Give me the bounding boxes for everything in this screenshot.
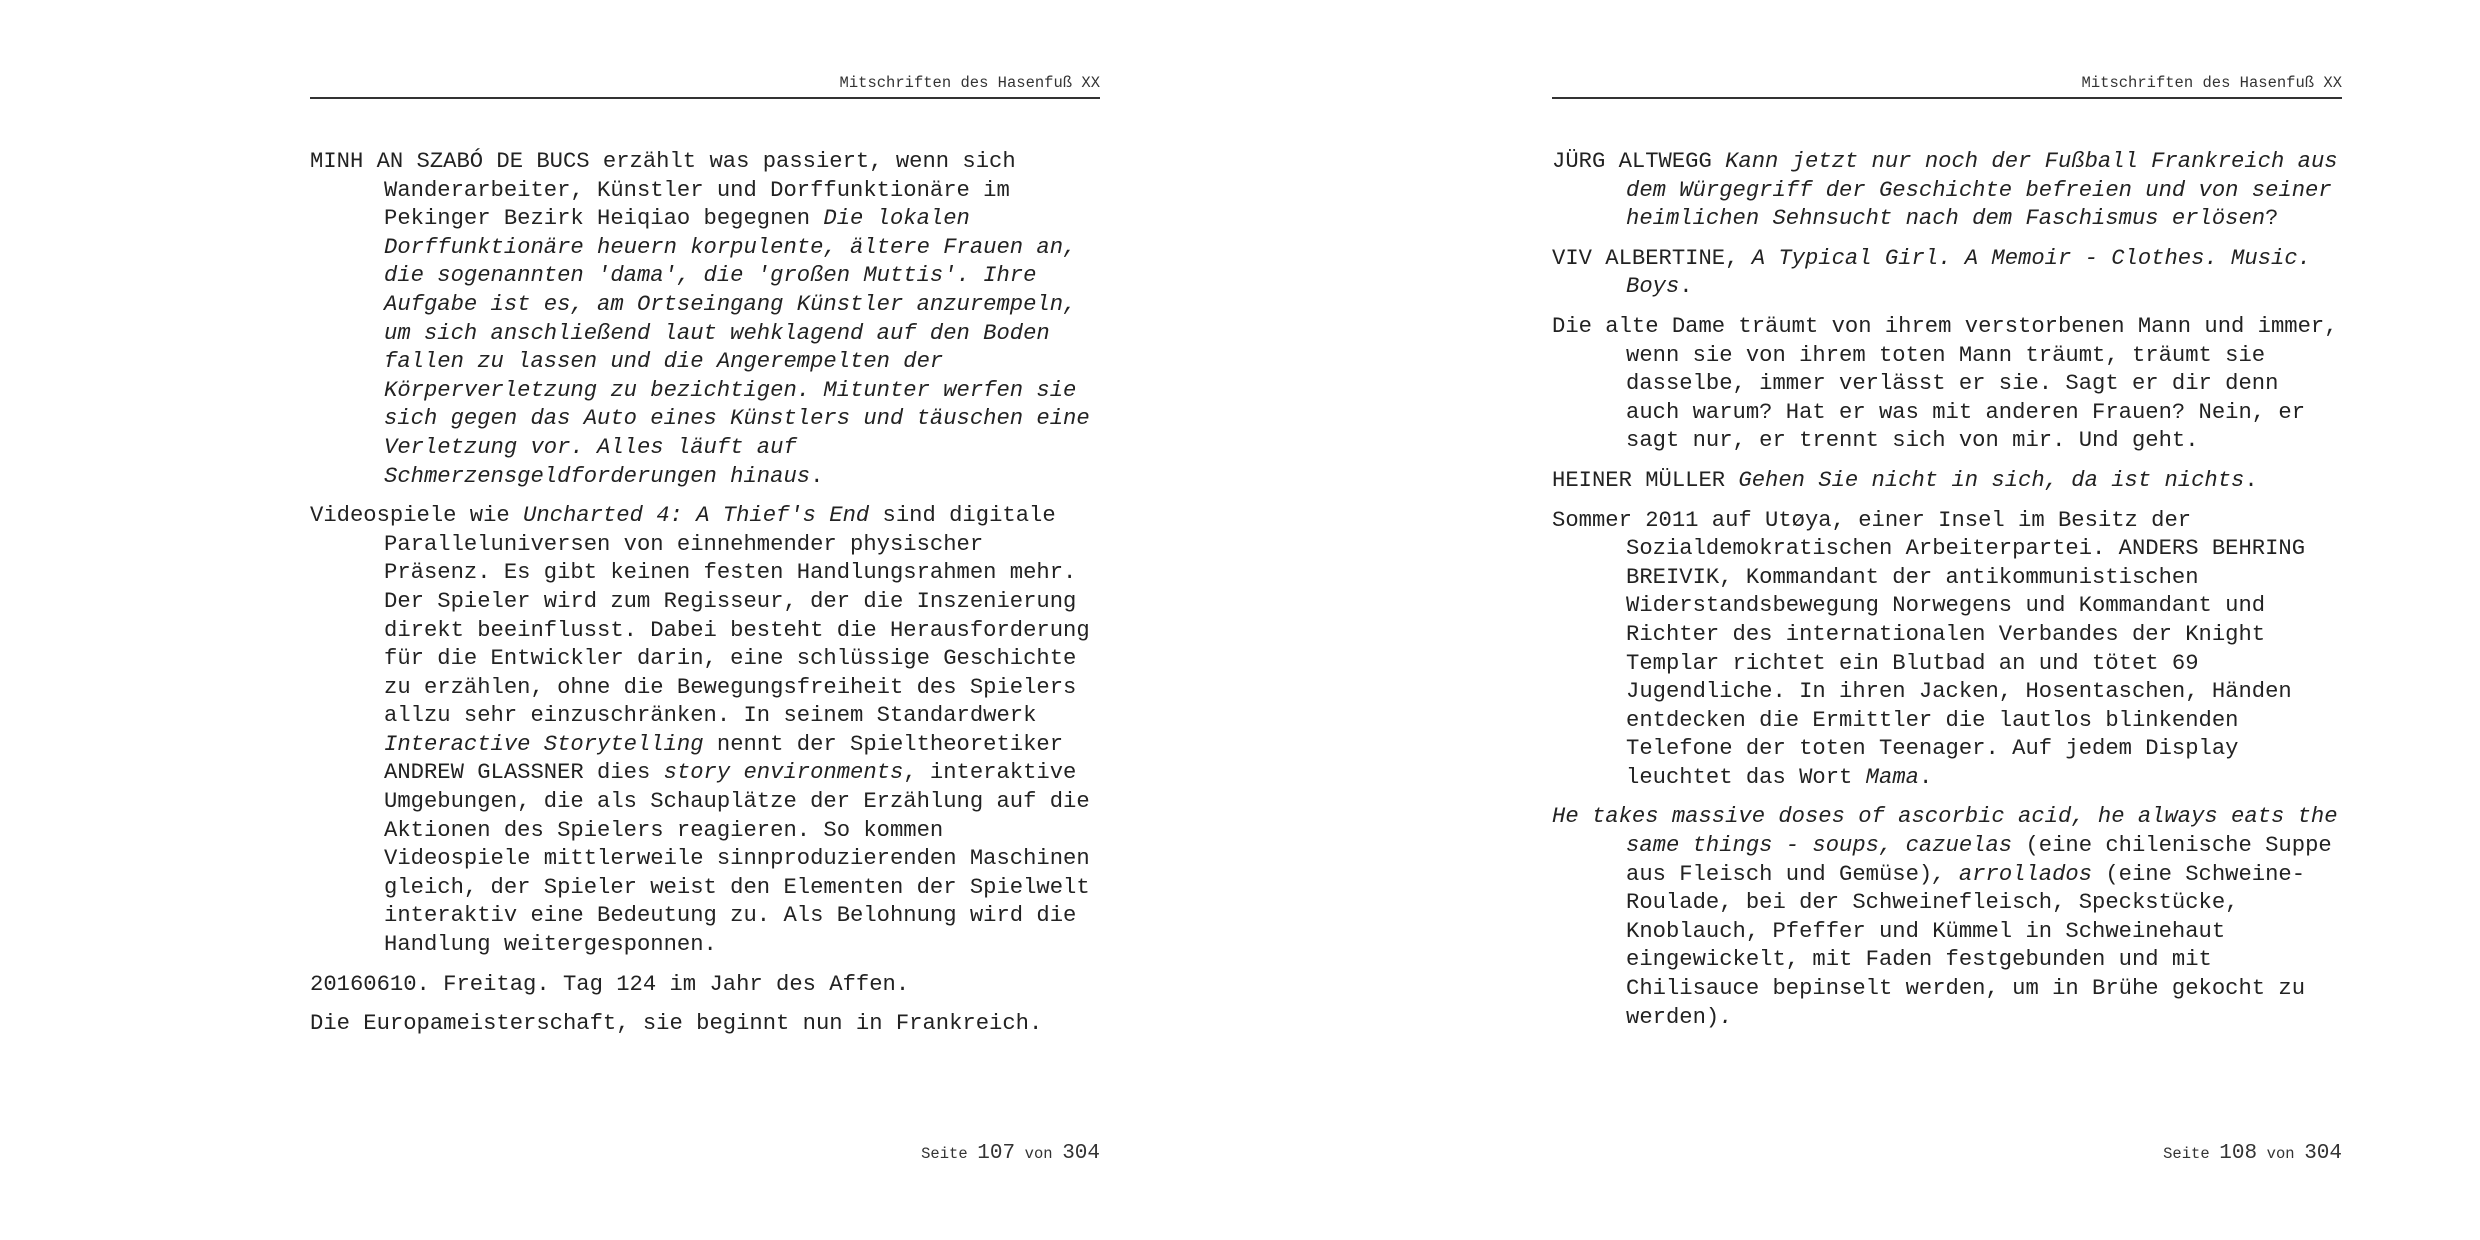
italic-text-run: Interactive Storytelling	[384, 731, 704, 757]
text-run: .	[1679, 274, 1693, 300]
running-head: Mitschriften des Hasenfuß XX	[839, 74, 1100, 92]
footer-von: von	[1024, 1145, 1053, 1163]
page-number: 108	[2219, 1142, 2258, 1165]
page-footer	[310, 1142, 1100, 1165]
italic-text-run: Die lokalen Dorffunktionäre heuern korpulente, ältere Frauen an, die sogenannten 'dama', die 'großen Muttis'. Ihre Aufgabe ist es, am Ortseingang Künstler anzurempeln, um sich anschließend laut wehklagend auf den Boden fallen zu lassen und die Angerempelten der Körperverletzung zu bezichtigen. Mitunter werfen sie sich gegen das Auto eines Künstlers und täuschen eine Verletzung vor. Alles läuft auf Schmerzensgeldforderungen hinaus	[384, 206, 1090, 489]
text-run: (eine Schweine-Roulade, bei der Schweinefleisch, Speckstücke, Knoblauch, Pfeffer und Kümmel in Schweinehaut eingewickelt, mit Faden festgebunden und mit Chilisauce bepinselt werden, um in Brühe gekocht zu werden)	[1626, 861, 2306, 1030]
text-run: (eine chilenische Suppe aus Fleisch und Gemüse)	[1626, 833, 2332, 887]
header-rule	[1552, 97, 2342, 99]
text-run: MINH AN SZABÓ DE BUCS erzählt was passiert, wenn sich Wanderarbeiter, Künstler und Dorffunktionäre im Pekinger Bezirk Heiqiao begegnen	[310, 149, 1016, 232]
page-number: 107	[977, 1142, 1016, 1165]
text-run: JÜRG ALTWEGG	[1552, 149, 1726, 174]
italic-text-run: Kann jetzt nur noch der Fußball Frankreich aus dem Würgegriff der Geschichte befreien und von seiner heimlichen Sehnsucht nach dem Faschismus erlösen	[1626, 149, 2338, 232]
page-body	[1552, 148, 2342, 1043]
page-total: 304	[1062, 1142, 1100, 1165]
footer-von: von	[2266, 1145, 2295, 1163]
italic-text-run: .	[1719, 1004, 1733, 1030]
page-total: 304	[2304, 1142, 2342, 1165]
paragraph	[310, 971, 1100, 1000]
italic-text-run: Mama	[1865, 764, 1919, 790]
text-run: Videospiele wie	[310, 503, 524, 529]
text-run: .	[2244, 467, 2258, 493]
page-left	[310, 0, 1100, 1240]
text-run: 20160610. Freitag. Tag 124 im Jahr des Affen.	[310, 971, 910, 997]
text-run: VIV ALBERTINE,	[1552, 245, 1752, 271]
footer-seite: Seite	[921, 1145, 968, 1163]
text-run: , interaktive Umgebungen, die als Schauplätze der Erzählung auf die Aktionen des Spielers reagieren. So kommen Videospiele mittlerweile sinnproduzierenden Maschinen gleich, der Spieler weist den Elementen der Spielwelt interaktiv eine Bedeutung zu. Als Belohnung wird die Handlung weitergesponnen.	[384, 760, 1090, 958]
text-run: sind digitale Paralleluniversen von einnehmender physischer Präsenz. Es gibt keinen festen Handlungsrahmen mehr. Der Spieler wird zum Regisseur, der die Inszenierung direkt beeinflusst. Dabei besteht die Herausforderung für die Entwickler darin, eine schlüssige Geschichte zu erzählen, ohne die Bewegungsfreiheit des Spielers allzu sehr einzuschränken. In seinem Standardwerk	[384, 503, 1090, 729]
italic-text-run: A Typical Girl. A Memoir - Clothes. Music. Boys	[1626, 245, 2311, 300]
page-body	[310, 148, 1100, 1050]
text-run: ?	[2265, 206, 2279, 232]
paragraph	[310, 148, 1100, 491]
text-run: Sommer 2011 auf Utøya, einer Insel im Besitz der Sozialdemokratischen Arbeiterpartei. ANDERS BEHRING BREIVIK, Kommandant der antikommunistischen Widerstandsbewegung Norwegens und Kommandant und Richter des internationalen Verbandes der Knight Templar richtet ein Blutbad an und tötet 69 Jugendliche. In ihren Jacken, Hosentaschen, Händen entdecken die Ermittler die lautlos blinkenden Telefone der toten Teenager. Auf jedem Display leuchtet das Wort	[1552, 507, 2306, 790]
text-run: Die Europameisterschaft, sie beginnt nun in Frankreich.	[310, 1011, 1043, 1037]
paragraph	[1552, 313, 2342, 456]
paragraph	[1552, 148, 2342, 234]
italic-text-run: , arrollados	[1932, 861, 2093, 887]
header-rule	[310, 97, 1100, 99]
italic-text-run: Gehen Sie nicht in sich, da ist nichts	[1738, 467, 2245, 493]
paragraph	[310, 1010, 1100, 1039]
paragraph	[1552, 467, 2342, 496]
italic-text-run: He takes massive doses of ascorbic acid, he always eats the same things - soups, cazuelas	[1552, 804, 2338, 859]
paragraph	[1552, 507, 2342, 793]
text-run: HEINER MÜLLER	[1552, 467, 1739, 493]
paragraph	[1552, 245, 2342, 302]
page-right	[1552, 0, 2342, 1240]
text-run: Die alte Dame träumt von ihrem verstorbenen Mann und immer, wenn sie von ihrem toten Mann träumt, träumt sie dasselbe, immer verlässt er sie. Sagt er dir denn auch warum? Hat er was mit anderen Frauen? Nein, er sagt nur, er trennt sich von mir. Und geht.	[1552, 313, 2338, 454]
paragraph	[1552, 803, 2342, 1032]
text-run: .	[1918, 764, 1933, 790]
page-footer	[1552, 1142, 2342, 1165]
italic-text-run: story environments	[663, 760, 904, 786]
running-head: Mitschriften des Hasenfuß XX	[2081, 74, 2342, 92]
text-run: .	[810, 463, 824, 489]
footer-seite: Seite	[2163, 1145, 2210, 1163]
italic-text-run: Uncharted 4: A Thief's End	[523, 503, 870, 529]
paragraph	[310, 502, 1100, 960]
text-run: nennt der Spieltheoretiker ANDREW GLASSNER dies	[384, 731, 1064, 786]
